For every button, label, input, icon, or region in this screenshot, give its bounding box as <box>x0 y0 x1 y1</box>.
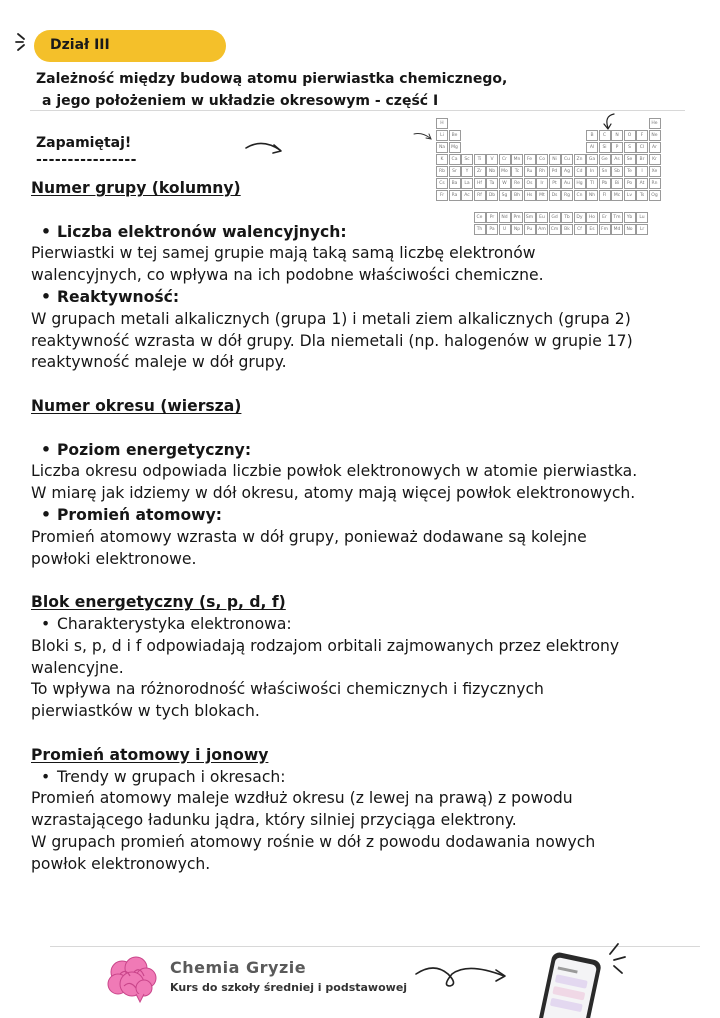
element-cell: Pt <box>549 178 561 189</box>
main-content <box>31 178 691 876</box>
heading-period-number: Numer okresu (wiersza) <box>31 396 242 415</box>
element-cell: U <box>499 224 511 235</box>
paragraph-line: wzrastającego ładunku jądra, który silniej przyciąga elektrony. <box>31 811 517 830</box>
element-cell: As <box>611 154 623 165</box>
element-cell: Ho <box>586 212 598 223</box>
element-cell: Pm <box>511 212 523 223</box>
element-cell: Nd <box>499 212 511 223</box>
element-cell: Ti <box>474 154 486 165</box>
element-cell: Mc <box>611 190 623 201</box>
element-cell: Te <box>624 166 636 177</box>
element-cell: Xe <box>649 166 661 177</box>
element-cell: Si <box>599 142 611 153</box>
element-cell: S <box>624 142 636 153</box>
element-cell: I <box>636 166 648 177</box>
element-cell: Lv <box>624 190 636 201</box>
paragraph-line: Pierwiastki w tej samej grupie mają taką samą liczbę elektronów <box>31 244 536 263</box>
sparkle-icon <box>606 940 628 976</box>
element-cell: In <box>586 166 598 177</box>
brand-title: Chemia Gryzie <box>170 958 307 977</box>
element-cell: Gd <box>549 212 561 223</box>
element-cell: Sb <box>611 166 623 177</box>
paragraph-line: To wpływa na różnorodność właściwości chemicznych i fizycznych <box>31 680 544 699</box>
element-cell: La <box>461 178 473 189</box>
element-cell: Rb <box>436 166 448 177</box>
curved-arrow-icon <box>244 136 286 158</box>
element-cell: Re <box>511 178 523 189</box>
element-cell: Rg <box>561 190 573 201</box>
element-cell: Kr <box>649 154 661 165</box>
element-cell: Ra <box>449 190 461 201</box>
element-cell: Ag <box>561 166 573 177</box>
brain-logo-icon <box>106 954 158 1004</box>
element-cell: Pa <box>486 224 498 235</box>
element-cell: Cr <box>499 154 511 165</box>
remember-dashes: ---------------- <box>36 152 137 168</box>
element-cell: Rf <box>474 190 486 201</box>
topic-line-1: Zależność między budową atomu pierwiastka chemicznego, <box>36 71 508 87</box>
element-cell: Pb <box>599 178 611 189</box>
small-arrow-icon <box>412 130 436 144</box>
element-cell: Co <box>536 154 548 165</box>
heading-group-number: Numer grupy (kolumny) <box>31 179 241 197</box>
section-badge <box>34 30 226 62</box>
paragraph-line: W miarę jak idziemy w dół okresu, atomy mają więcej powłok elektronowych. <box>31 484 636 503</box>
element-cell: Ru <box>524 166 536 177</box>
heading-atomic-ionic-radius: Promień atomowy i jonowy <box>31 745 269 764</box>
element-cell: Eu <box>536 212 548 223</box>
element-cell: F <box>636 130 648 141</box>
element-cell: Mt <box>536 190 548 201</box>
element-cell: Cd <box>574 166 586 177</box>
element-cell: Cu <box>561 154 573 165</box>
element-cell: Ds <box>549 190 561 201</box>
bullet-reactivity: • Reaktywność: <box>31 287 691 309</box>
element-cell: Yb <box>624 212 636 223</box>
element-cell: V <box>486 154 498 165</box>
element-cell: Hs <box>524 190 536 201</box>
element-cell: Lu <box>636 212 648 223</box>
element-cell: Pr <box>486 212 498 223</box>
curved-arrow-icon <box>412 960 512 992</box>
element-cell: Ni <box>549 154 561 165</box>
element-cell: Cf <box>574 224 586 235</box>
element-cell: Hf <box>474 178 486 189</box>
element-cell: Am <box>536 224 548 235</box>
element-cell: Cl <box>636 142 648 153</box>
element-cell: Tl <box>586 178 598 189</box>
footer-divider <box>50 946 700 947</box>
heading-energy-block: Blok energetyczny (s, p, d, f) <box>31 593 286 612</box>
element-cell: Ge <box>599 154 611 165</box>
element-cell: N <box>611 130 623 141</box>
element-cell: Ts <box>636 190 648 201</box>
element-cell: Os <box>524 178 536 189</box>
element-cell: Sg <box>499 190 511 201</box>
element-cell: Np <box>511 224 523 235</box>
paragraph-line: W grupach metali alkalicznych (grupa 1) i metali ziem alkalicznych (grupa 2) <box>31 309 631 328</box>
element-cell: Nh <box>586 190 598 201</box>
element-cell: Ar <box>649 142 661 153</box>
element-cell: C <box>599 130 611 141</box>
element-cell: Tc <box>511 166 523 177</box>
element-cell: Db <box>486 190 498 201</box>
element-cell: Mo <box>499 166 511 177</box>
element-cell: No <box>624 224 636 235</box>
phone-illustration-icon <box>528 948 618 1018</box>
paragraph-line: powłok elektronowych. <box>31 854 211 873</box>
element-cell: Pu <box>524 224 536 235</box>
element-cell: Po <box>624 178 636 189</box>
remember-label: Zapamiętaj! <box>36 135 132 151</box>
brand-subtitle: Kurs do szkoły średniej i podstawowej <box>170 981 408 994</box>
element-cell: Rn <box>649 178 661 189</box>
bullet-valence-electrons: • Liczba elektronów walencyjnych: <box>31 222 691 244</box>
element-cell: Bi <box>611 178 623 189</box>
paragraph-line: Promień atomowy wzrasta w dół grupy, ponieważ dodawane są kolejne <box>31 527 587 546</box>
element-cell: Es <box>586 224 598 235</box>
element-cell: Rh <box>536 166 548 177</box>
element-cell: Cn <box>574 190 586 201</box>
divider <box>30 110 685 111</box>
element-cell: Md <box>611 224 623 235</box>
element-cell: Ca <box>449 154 461 165</box>
element-cell: Sm <box>524 212 536 223</box>
element-cell: Tb <box>561 212 573 223</box>
topic-line-2: a jego położeniem w układzie okresowym - część I <box>42 93 439 109</box>
paragraph-line: Liczba okresu odpowiada liczbie powłok elektronowych w atomie pierwiastka. <box>31 462 638 481</box>
element-cell: Ce <box>474 212 486 223</box>
bullet-energy-level: • Poziom energetyczny: <box>31 440 691 462</box>
element-cell: K <box>436 154 448 165</box>
element-cell: Ir <box>536 178 548 189</box>
paragraph-line: reaktywność maleje w dół grupy. <box>31 353 287 372</box>
element-cell: Th <box>474 224 486 235</box>
element-cell: Ga <box>586 154 598 165</box>
element-cell: Fe <box>524 154 536 165</box>
element-cell: Og <box>649 190 661 201</box>
element-cell: Hg <box>574 178 586 189</box>
sparkle-icon <box>14 30 36 52</box>
paragraph-line: pierwiastków w tych blokach. <box>31 702 260 721</box>
element-cell: Cm <box>549 224 561 235</box>
element-cell: Dy <box>574 212 586 223</box>
element-cell: Fm <box>599 224 611 235</box>
element-cell: B <box>586 130 598 141</box>
element-cell: Nb <box>486 166 498 177</box>
element-cell: H <box>436 118 448 129</box>
element-cell: Mn <box>511 154 523 165</box>
element-cell: Sc <box>461 154 473 165</box>
element-cell: Na <box>436 142 448 153</box>
element-cell: Fr <box>436 190 448 201</box>
paragraph-line: powłoki elektronowe. <box>31 549 197 568</box>
element-cell: Al <box>586 142 598 153</box>
section-badge-label: Dział III <box>50 37 110 53</box>
element-cell: W <box>499 178 511 189</box>
element-cell: Sr <box>449 166 461 177</box>
element-cell: Ba <box>449 178 461 189</box>
element-cell: Se <box>624 154 636 165</box>
element-cell: P <box>611 142 623 153</box>
element-cell: Ac <box>461 190 473 201</box>
paragraph-line: Promień atomowy maleje wzdłuż okresu (z lewej na prawą) z powodu <box>31 789 573 808</box>
paragraph-line: walencyjnych, co wpływa na ich podobne właściwości chemiczne. <box>31 266 544 285</box>
element-cell: Bk <box>561 224 573 235</box>
element-cell: Be <box>449 130 461 141</box>
element-cell: Zn <box>574 154 586 165</box>
element-cell: Y <box>461 166 473 177</box>
element-cell: Er <box>599 212 611 223</box>
element-cell: Ta <box>486 178 498 189</box>
paragraph-line: reaktywność wzrasta w dół grupy. Dla niemetali (np. halogenów w grupie 17) <box>31 331 633 350</box>
element-cell: Cs <box>436 178 448 189</box>
element-cell: Li <box>436 130 448 141</box>
element-cell: Sn <box>599 166 611 177</box>
element-cell: Au <box>561 178 573 189</box>
topic-title <box>36 68 507 112</box>
element-cell: Mg <box>449 142 461 153</box>
bullet-atomic-radius: • Promień atomowy: <box>31 505 691 527</box>
paragraph-line: W grupach promień atomowy rośnie w dół z powodu dodawania nowych <box>31 832 596 851</box>
element-cell: Bh <box>511 190 523 201</box>
paragraph-line: Bloki s, p, d i f odpowiadają rodzajom orbitali zajmowanych przez elektrony <box>31 636 620 655</box>
paragraph-line: walencyjne. <box>31 658 124 677</box>
element-cell: Br <box>636 154 648 165</box>
element-cell: Zr <box>474 166 486 177</box>
element-cell: At <box>636 178 648 189</box>
bullet-trends: • Trendy w grupach i okresach: <box>31 767 691 789</box>
element-cell: O <box>624 130 636 141</box>
element-cell: Tm <box>611 212 623 223</box>
element-cell: Lr <box>636 224 648 235</box>
bullet-electron-characteristics: • Charakterystyka elektronowa: <box>31 614 691 636</box>
element-cell: He <box>649 118 661 129</box>
element-cell: Fl <box>599 190 611 201</box>
element-cell: Ne <box>649 130 661 141</box>
element-cell: Pd <box>549 166 561 177</box>
